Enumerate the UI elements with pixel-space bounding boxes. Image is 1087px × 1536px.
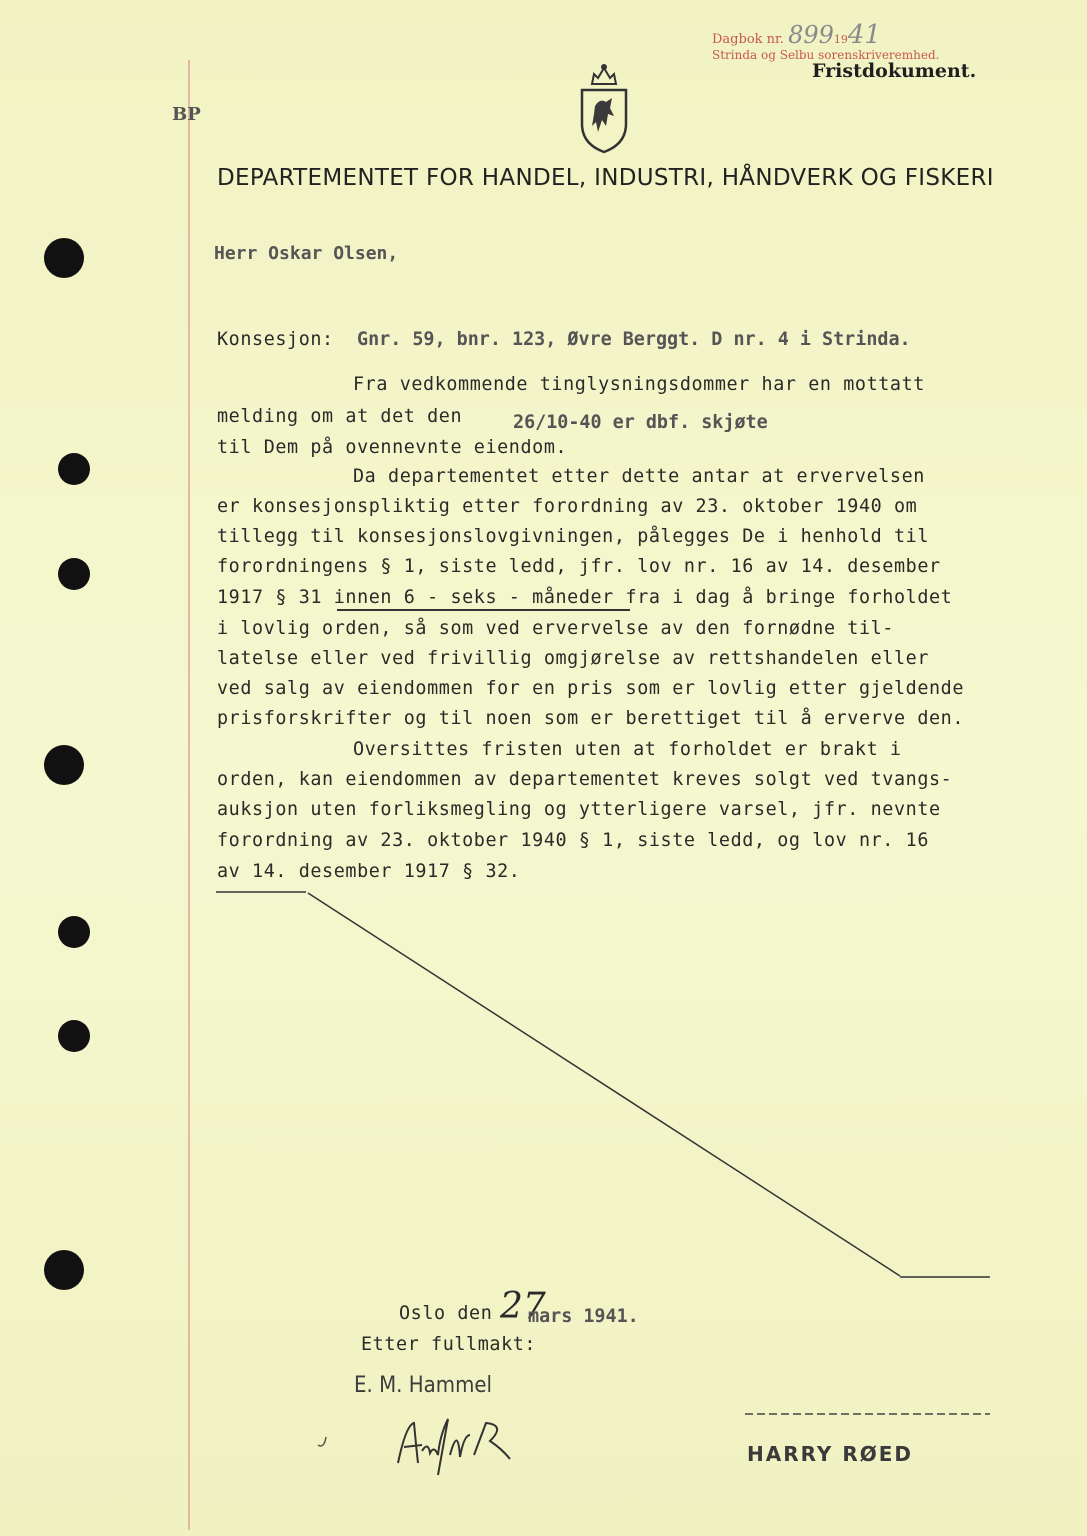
dagbok-label: Dagbok nr. [712, 32, 784, 47]
body-line: prisforskrifter og til noen som er berettiget til å erverve den. [217, 708, 965, 729]
dagbok-year-hand: 41 [847, 20, 881, 50]
dagbok-number: 899 [788, 21, 834, 49]
addressee: Herr Oskar Olsen, [214, 243, 399, 264]
concession-value: Gnr. 59, bnr. 123, Øvre Berggt. D nr. 4 i Strinda. [357, 329, 911, 350]
body-line: 1917 § 31 innen 6 - seks - måneder fra i dag å bringe forholdet [217, 587, 953, 608]
closing-authority: Etter fullmakt: [361, 1334, 537, 1355]
body-line: til Dem på ovennevnte eiendom. [217, 437, 568, 458]
office-stamp-line: Strinda og Selbu sorenskriveremhed. [712, 48, 940, 62]
body-line: i lovlig orden, så som ved ervervelse av den fornødne til- [217, 618, 894, 639]
dagbok-year-printed: 19 [833, 33, 848, 46]
body-line: av 14. desember 1917 § 32. [217, 861, 521, 882]
body-line: latelse eller ved frivillig omgjørelse av rettshandelen eller [217, 648, 929, 669]
body-line: Oversittes fristen uten at forholdet er brakt i [353, 739, 902, 760]
closing-day: 27 [500, 1286, 546, 1327]
handwritten-signature [310, 1405, 540, 1485]
body-line: ved salg av eiendommen for en pris som er lovlig etter gjeldende [217, 678, 965, 699]
body-line: forordning av 23. oktober 1940 § 1, siste ledd, og lov nr. 16 [217, 830, 929, 851]
initials: BP [172, 104, 201, 125]
signatory-name: HARRY RØED [747, 1442, 914, 1466]
body-line: auksjon uten forliksmegling og ytterligere varsel, jfr. nevnte [217, 799, 941, 820]
closing-place: Oslo den [399, 1303, 493, 1324]
body-line: Da departementet etter dette antar at ervervelsen [353, 466, 925, 487]
body-line: er konsesjonspliktig etter forordning av 23. oktober 1940 om [217, 496, 918, 517]
body-line: forordningens § 1, siste ledd, jfr. lov nr. 16 av 14. desember [217, 556, 941, 577]
body-line: tillegg til konsesjonslovgivningen, pålegges De i henhold til [217, 526, 929, 547]
body-line: Fra vedkommende tinglysningsdommer har en mottatt [353, 374, 925, 395]
deed-date-value: 26/10-40 er dbf. skjøte [513, 412, 768, 433]
letterhead: DEPARTEMENTET FOR HANDEL, INDUSTRI, HÅNDVERK OG FISKERI [217, 165, 994, 191]
stamped-name: E. M. Hammel [354, 1373, 493, 1398]
body-line: melding om at det den [217, 406, 463, 427]
closing-date: mars 1941. [528, 1306, 639, 1327]
concession-label: Konsesjon: [217, 329, 334, 350]
body-line: orden, kan eiendommen av departementet kreves solgt ved tvangs- [217, 769, 953, 790]
fristdokument-label: Fristdokument. [812, 60, 977, 82]
